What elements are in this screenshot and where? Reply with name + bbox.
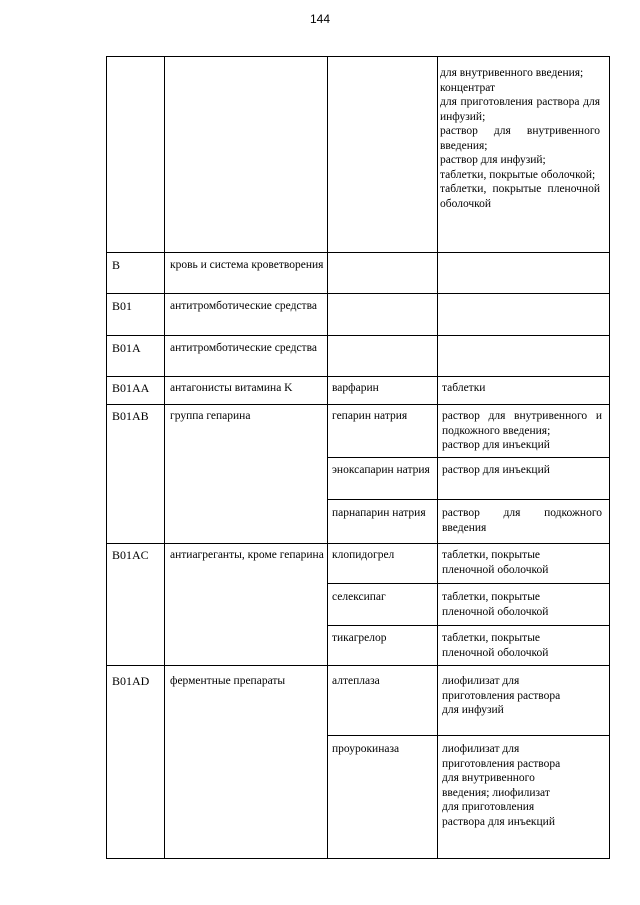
atc-code: B01AC [112, 548, 149, 562]
atc-code: B01A [112, 341, 141, 355]
drug-name: селексипаг [332, 591, 386, 603]
dosage-form: таблетки, покрытые пленочной оболочкой [442, 549, 549, 576]
atc-group: ферментные препараты [170, 675, 286, 687]
dosage-form: лиофилизат для приготовления раствора для внутривенного введения; лиофилизат для приготовления раствора для инъекций [442, 743, 561, 828]
drug-name: проурокиназа [332, 743, 400, 755]
row-divider [107, 293, 609, 294]
atc-code: B01AB [112, 409, 149, 423]
form-cell-continued: для внутривенного введения; концентрат для приготовления раствора для инфузий; раствор для внутривенного введения; раствор для инфузий; таблетки, покрытые оболочкой; таблетки, покрытые пленочной оболочкой [440, 67, 600, 210]
atc-code: B01AD [112, 674, 150, 688]
dosage-form: таблетки, покрытые пленочной оболочкой [442, 632, 549, 659]
dosage-form: раствор для подкожного введения [442, 507, 602, 534]
subrow-divider [327, 735, 609, 736]
atc-code: B01 [112, 299, 133, 313]
dosage-form: таблетки, покрытые пленочной оболочкой [442, 591, 549, 618]
atc-group: кровь и система кроветворения [170, 259, 324, 271]
subrow-divider [327, 499, 609, 500]
atc-group: антитромботические средства [170, 300, 317, 312]
column-divider [437, 57, 438, 858]
atc-code: B01AA [112, 381, 150, 395]
dosage-form: лиофилизат для приготовления раствора для инфузий [442, 675, 561, 716]
row-divider [107, 335, 609, 336]
atc-group: антитромботические средства [170, 342, 317, 354]
atc-group: группа гепарина [170, 410, 251, 422]
drug-name: клопидогрел [332, 549, 395, 561]
row-divider [107, 252, 609, 253]
atc-code: B [112, 258, 121, 272]
dosage-form: раствор для инъекций [442, 464, 550, 476]
row-divider [107, 665, 609, 666]
column-divider [327, 57, 328, 858]
atc-group: антагонисты витамина K [170, 382, 293, 394]
row-divider [107, 404, 609, 405]
subrow-divider [327, 457, 609, 458]
drug-name: парнапарин натрия [332, 507, 426, 519]
subrow-divider [327, 583, 609, 584]
atc-group: антиагреганты, кроме гепарина [170, 549, 324, 561]
page-number: 144 [309, 12, 331, 26]
dosage-form: таблетки [442, 382, 486, 394]
column-divider [164, 57, 165, 858]
drug-name: гепарин натрия [332, 410, 408, 422]
drug-name: алтеплаза [332, 675, 380, 687]
subrow-divider [327, 625, 609, 626]
row-divider [107, 543, 609, 544]
drug-name: эноксапарин натрия [332, 464, 430, 476]
drug-name: тикагрелор [332, 632, 387, 644]
drug-name: варфарин [332, 382, 379, 394]
row-divider [107, 376, 609, 377]
dosage-form: раствор для внутривенного и подкожного введения; раствор для инъекций [442, 410, 602, 451]
